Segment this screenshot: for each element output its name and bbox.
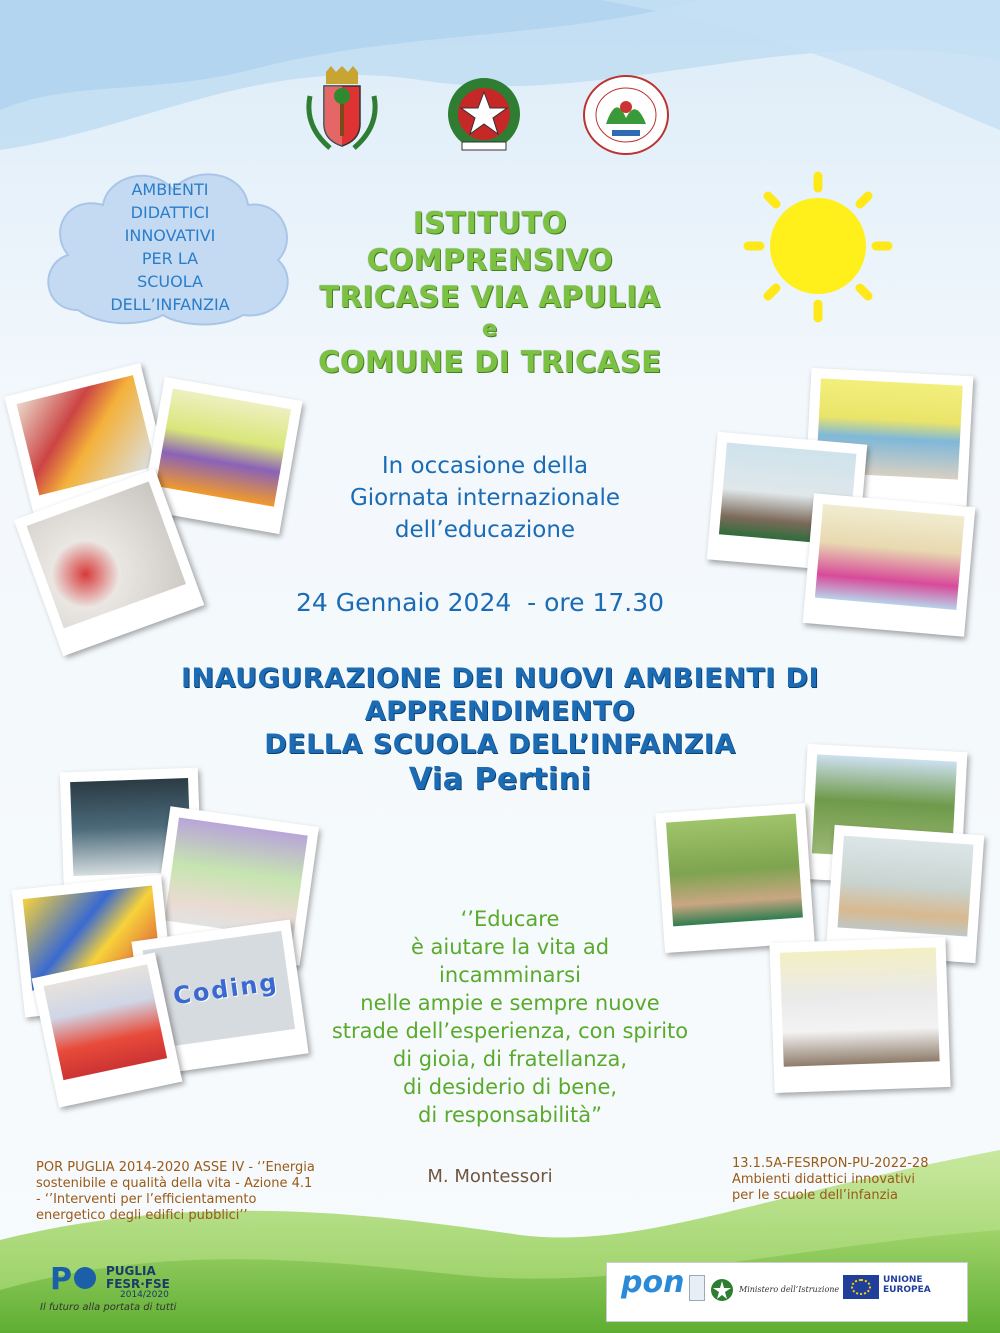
cloud-line: SCUOLA <box>137 272 203 291</box>
quote-line: strade dell’esperienza, con spirito <box>331 1019 689 1043</box>
pon-eu-logo-strip <box>606 1262 968 1322</box>
quote-line: nelle ampie e sempre nuove <box>360 991 660 1015</box>
occasion-line: dell’educazione <box>394 517 576 543</box>
montessori-quote <box>290 905 730 1129</box>
cloud-line: INNOVATIVI <box>124 226 216 245</box>
coding-label: Coding <box>171 967 281 1011</box>
photo-children-white-coats <box>769 937 950 1093</box>
pon-20-badge <box>689 1275 705 1301</box>
repubblica-italiana-emblem <box>442 72 526 156</box>
photo-children-playing <box>803 493 976 637</box>
eu-flag-icon <box>843 1275 879 1299</box>
cloud-line: DELL’INFANZIA <box>110 295 230 314</box>
puglia-tagline: Il futuro alla portata di tutti <box>40 1302 177 1313</box>
occasion-line: Giornata internazionale <box>349 485 621 511</box>
puglia-mark: P <box>50 1262 72 1297</box>
quote-line: incamminarsi <box>439 963 581 987</box>
puglia-fund: FESR·FSE <box>106 1277 170 1291</box>
title-line: ISTITUTO <box>412 206 567 240</box>
photo-tablet-toy <box>32 952 183 1107</box>
event-date: 24 Gennaio 2024 - ore 17.30 <box>295 588 665 617</box>
comune-tricase-emblem <box>300 66 384 158</box>
occasion-text <box>270 450 700 546</box>
sun-icon <box>738 170 898 330</box>
istituto-comprensivo-logo <box>582 74 670 156</box>
funding-right-text: 13.1.5A-FESRPON-PU-2022-28 Ambienti didattici innovativi per le scuole dell’infanzia <box>732 1156 929 1203</box>
headline-line: APPRENDIMENTO <box>364 696 636 727</box>
quote-line: ‘’Educare <box>460 907 560 931</box>
quote-line: di gioia, di fratellanza, <box>392 1047 628 1071</box>
main-title <box>290 205 690 381</box>
quote-author: M. Montessori <box>427 1166 553 1187</box>
puglia-period: 2014/2020 <box>120 1290 169 1300</box>
title-line: e <box>482 317 498 342</box>
headline-place: Via Pertini <box>408 762 592 797</box>
title-line: COMUNE DI TRICASE <box>318 345 662 379</box>
pon-mark: pon <box>621 1265 685 1300</box>
occasion-line: In occasione della <box>381 453 589 479</box>
ministry-name: Ministero dell’Istruzione <box>739 1285 840 1294</box>
title-line: COMPRENSIVO <box>366 243 614 277</box>
headline-line: DELLA SCUOLA DELL’INFANZIA <box>264 729 736 760</box>
cloud-line: DIDATTICI <box>130 203 210 222</box>
quote-line: di desiderio di bene, <box>402 1075 618 1099</box>
title-line: TRICASE VIA APULIA <box>319 280 661 314</box>
quote-line: di responsabilità” <box>418 1103 602 1127</box>
funding-left-text: POR PUGLIA 2014-2020 ASSE IV - ‘’Energia sostenibile e qualità della vita - Azione 4.1 - ‘’Interventi per l’efficientamento energetico degli edifici pubblici’’ <box>36 1160 315 1223</box>
eu-name: UNIONE EUROPEA <box>883 1275 931 1295</box>
headline-line: INAUGURAZIONE DEI NUOVI AMBIENTI DI <box>180 663 820 694</box>
puglia-dot-icon <box>74 1267 96 1289</box>
cloud-line: PER LA <box>141 249 199 268</box>
quote-line: è aiutare la vita ad <box>410 935 610 959</box>
ministry-emblem-icon <box>709 1277 735 1303</box>
cloud-line: AMBIENTI <box>131 180 209 199</box>
headline <box>100 662 900 799</box>
puglia-fesr-logo <box>40 1262 240 1318</box>
cloud-text <box>60 178 280 316</box>
puglia-name: PUGLIA <box>106 1264 156 1278</box>
